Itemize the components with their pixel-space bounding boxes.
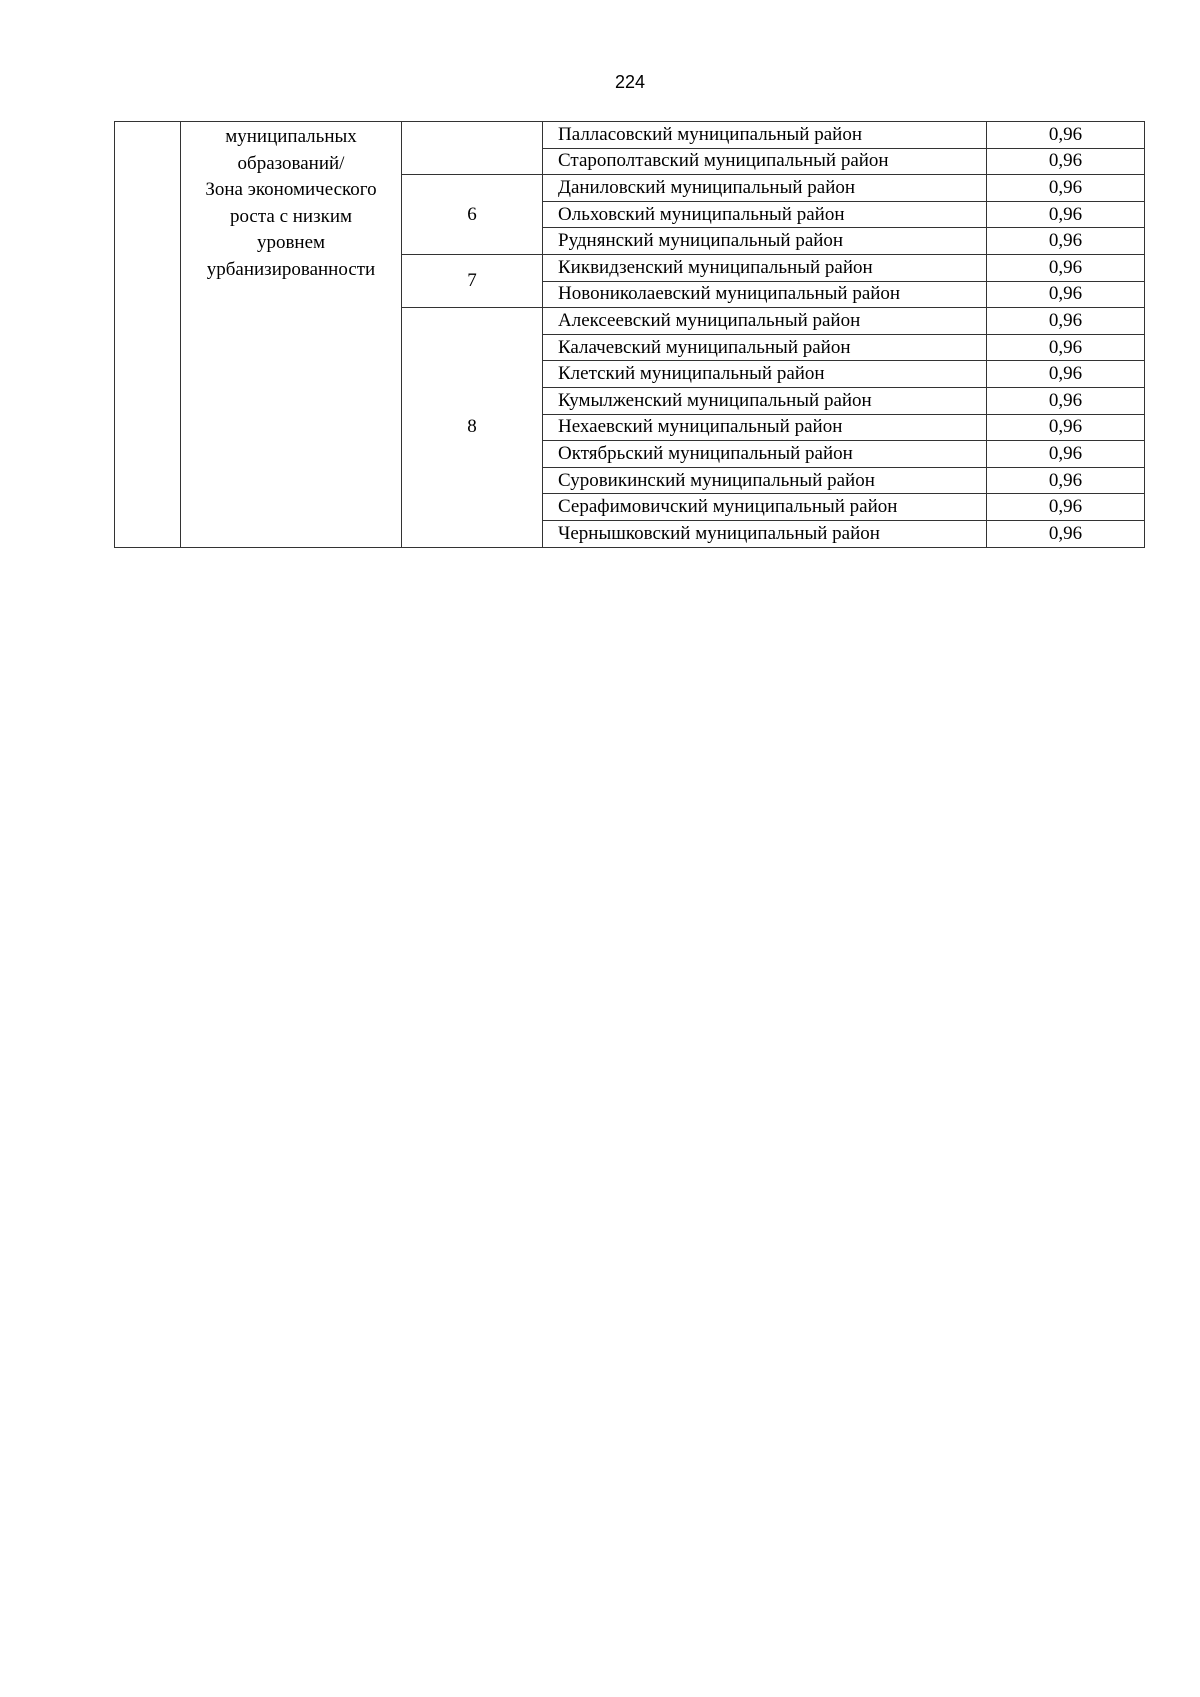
district-name-cell: Кумылженский муниципальный район xyxy=(543,387,987,414)
group-number-cell: 7 xyxy=(402,254,543,307)
coefficient-cell: 0,96 xyxy=(987,175,1145,202)
district-name-cell: Киквидзенский муниципальный район xyxy=(543,254,987,281)
district-name-cell: Чернышковский муниципальный район xyxy=(543,520,987,547)
zone-category-cell: муниципальных образований/ Зона экономического роста с низким уровнем урбанизированности xyxy=(181,122,402,548)
table-body xyxy=(115,122,1145,548)
coefficient-cell: 0,96 xyxy=(987,308,1145,335)
coefficient-cell: 0,96 xyxy=(987,228,1145,255)
coefficient-cell: 0,96 xyxy=(987,122,1145,149)
table-row xyxy=(115,122,1145,149)
coefficient-cell: 0,96 xyxy=(987,334,1145,361)
districts-table xyxy=(114,121,1145,548)
district-name-cell: Алексеевский муниципальный район xyxy=(543,308,987,335)
district-name-cell: Старополтавский муниципальный район xyxy=(543,148,987,175)
district-name-cell: Ольховский муниципальный район xyxy=(543,201,987,228)
district-name-cell: Руднянский муниципальный район xyxy=(543,228,987,255)
coefficient-cell: 0,96 xyxy=(987,387,1145,414)
coefficient-cell: 0,96 xyxy=(987,281,1145,308)
district-name-cell: Октябрьский муниципальный район xyxy=(543,441,987,468)
district-name-cell: Калачевский муниципальный район xyxy=(543,334,987,361)
district-name-cell: Даниловский муниципальный район xyxy=(543,175,987,202)
coefficient-cell: 0,96 xyxy=(987,441,1145,468)
coefficient-cell: 0,96 xyxy=(987,148,1145,175)
coefficient-cell: 0,96 xyxy=(987,201,1145,228)
district-name-cell: Нехаевский муниципальный район xyxy=(543,414,987,441)
district-name-cell: Новониколаевский муниципальный район xyxy=(543,281,987,308)
group-number-cell: 6 xyxy=(402,175,543,255)
coefficient-cell: 0,96 xyxy=(987,361,1145,388)
coefficient-cell: 0,96 xyxy=(987,494,1145,521)
district-name-cell: Серафимовичский муниципальный район xyxy=(543,494,987,521)
group-number-cell: 8 xyxy=(402,308,543,547)
district-name-cell: Палласовский муниципальный район xyxy=(543,122,987,149)
district-name-cell: Клетский муниципальный район xyxy=(543,361,987,388)
district-name-cell: Суровикинский муниципальный район xyxy=(543,467,987,494)
coefficient-cell: 0,96 xyxy=(987,414,1145,441)
coefficient-cell: 0,96 xyxy=(987,467,1145,494)
index-cell xyxy=(115,122,181,548)
page-number: 224 xyxy=(614,72,646,92)
group-number-cell xyxy=(402,122,543,175)
coefficient-cell: 0,96 xyxy=(987,520,1145,547)
coefficient-cell: 0,96 xyxy=(987,254,1145,281)
